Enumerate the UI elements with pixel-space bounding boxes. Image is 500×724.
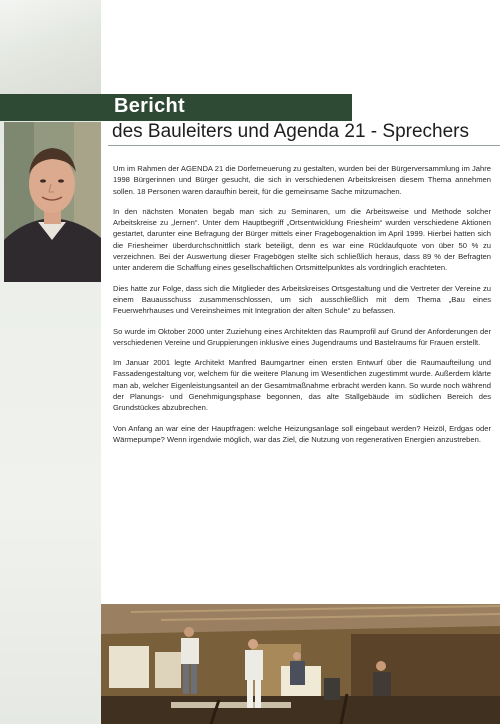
paragraph-5: Im Januar 2001 legte Architekt Manfred Baumgartner einen ersten Entwurf über die Raumaufteilung und Fassadengestaltung vor, welchem für die weitere Planung im Wesentlichen zugestimmt wurde. Außerdem klärte man ab, welcher Eigenleistungsanteil an der Gesamtmaßnahme erbracht werden kann. So wurde noch während der Planungs- und Genehmigungsphase begonnen, das alte Stallgebäude im südlichen Bereich des Grundstückes abzubrechen. xyxy=(113,358,491,413)
top-left-decoration xyxy=(0,0,101,94)
portrait-photo xyxy=(4,122,101,282)
article-body xyxy=(113,163,491,454)
paragraph-3: Dies hatte zur Folge, dass sich die Mitglieder des Arbeitskreises Ortsgestaltung und die Vertreter der Vereine zu einem Bauausschuss zusammenschlossen, um sich ausschließlich mit dem Thema „Bau eines Feuerwehrhauses und Vereinsheimes mit Integration der alten Schule“ zu befassen. xyxy=(113,283,491,316)
section-label: Bericht xyxy=(114,95,186,117)
header-bar xyxy=(0,94,500,121)
construction-scene-illustration xyxy=(101,604,500,724)
paragraph-4: So wurde im Oktober 2000 unter Zuziehung eines Architekten das Raumprofil auf Grund der Anforderungen der verschiedenen Vereine und Gruppierungen inklusive eines Jugendraums und Bastelraums für Frauen erstellt. xyxy=(113,326,491,347)
title-underline xyxy=(108,145,500,146)
paragraph-2: In den nächsten Monaten begab man sich zu Seminaren, um die Arbeitsweise und Methode solcher Arbeitskreise zu „lernen“. Unter dem Hauptbegriff „Ortsentwicklung Friesheim“ wurden verschiedene Aktionen gestartet, darunter eine Befragung der Bürger mittels einer Fragebogenaktion im April 1999. Hierbei hatten sich die Friesheimer überdurchschnittlich stark beteiligt, denn es war eine Rücklaufquote von über 50 % zu verzeichnen. Bei der Auswertung dieser Fragebögen stellte sich schließlich heraus, dass 89 % der Befragten unter anderem die Schaffung eines gesellschaftlichen Ortsmittelpunktes als vordringlich erachteten. xyxy=(113,206,491,273)
page-title: des Bauleiters und Agenda 21 - Sprechers xyxy=(112,121,470,142)
construction-photo xyxy=(101,604,500,724)
header-bar-gap xyxy=(352,94,500,121)
portrait-illustration xyxy=(4,122,101,282)
paragraph-1: Um im Rahmen der AGENDA 21 die Dorferneuerung zu gestalten, wurden bei der Bürgerversammlung im Jahre 1998 Bürgerinnen und Bürger gesucht, die sich in verschiedenen Arbeitskreisen diesem Thema annehmen sollen. 18 Personen waren daraufhin bereit, für die gemeinsame Sache mitzumachen. xyxy=(113,164,491,196)
paragraph-6: Von Anfang an war eine der Hauptfragen: welche Heizungsanlage soll eingebaut werden? Heizöl, Erdgas oder Wärmepumpe? Wenn irgendwie möglich, war das Ziel, die Nutzung von regenerativen Energien anzustreben. xyxy=(113,423,491,444)
